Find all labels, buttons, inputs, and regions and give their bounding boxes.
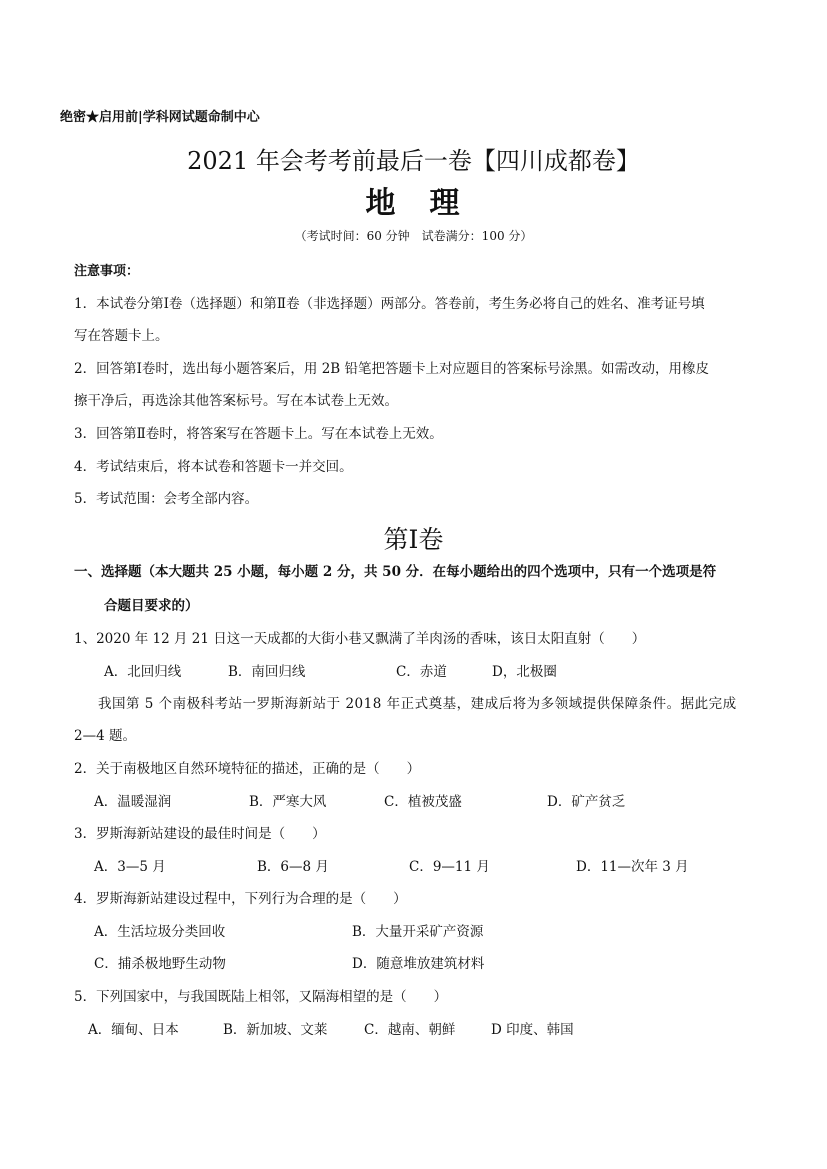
- question-stem: 5．下列国家中，与我国既陆上相邻，又隔海相望的是（ ）: [74, 989, 448, 1005]
- question-stem: 4．罗斯海新站建设过程中，下列行为合理的是（ ）: [74, 891, 407, 907]
- option: A．温暖湿润: [94, 794, 172, 810]
- notice-item: 1．本试卷分第Ⅰ卷（选择题）和第Ⅱ卷（非选择题）两部分。答卷前，考生务必将自己的姓名、准考证号填: [74, 296, 705, 312]
- option: C．越南、朝鲜: [364, 1022, 456, 1038]
- option: B．南回归线: [228, 664, 306, 680]
- passage-intro-cont: 2—4 题。: [74, 728, 136, 744]
- question-stem: 1、2020 年 12 月 21 日这一天成都的大街小巷又飘满了羊肉汤的香味，该日太阳直射（ ）: [74, 631, 646, 647]
- option: D．随意堆放建筑材料: [352, 956, 485, 972]
- option: B．大量开采矿产资源: [352, 924, 484, 940]
- notice-item: 4．考试结束后，将本试卷和答题卡一并交回。: [74, 459, 353, 475]
- exam-title: 2021 年会考考前最后一卷【四川成都卷】: [187, 147, 640, 175]
- option: A．3—5 月: [94, 859, 166, 875]
- option: A．生活垃圾分类回收: [94, 924, 226, 940]
- option: A．缅甸、日本: [88, 1022, 179, 1038]
- option: C．捕杀极地野生动物: [94, 956, 226, 972]
- notice-item: 擦干净后，再选涂其他答案标号。写在本试卷上无效。: [74, 393, 398, 409]
- volume-title: 第Ⅰ卷: [383, 525, 444, 554]
- option: A．北回归线: [104, 664, 182, 680]
- notice-item: 2．回答第Ⅰ卷时，选出每小题答案后，用 2B 铅笔把答题卡上对应题目的答案标号涂黑。如需改动，用橡皮: [74, 361, 710, 377]
- option: B．6—8 月: [257, 859, 329, 875]
- notice-item: 5．考试范围：会考全部内容。: [74, 491, 259, 507]
- passage-intro: 我国第 5 个南极科考站一罗斯海新站于 2018 年正式奠基，建成后将为多领域提供保障条件。据此完成: [98, 696, 737, 712]
- option: D，北极圈: [492, 664, 557, 680]
- notice-item: 3．回答第Ⅱ卷时，将答案写在答题卡上。写在本试卷上无效。: [74, 426, 443, 442]
- option: B．严寒大风: [249, 794, 327, 810]
- notice-heading: 注意事项：: [74, 264, 140, 279]
- option: B．新加坡、文莱: [223, 1022, 328, 1038]
- option: C．赤道: [396, 664, 447, 680]
- option: C．9—11 月: [409, 859, 490, 875]
- section-heading: 一、选择题（本大题共 25 小题，每小题 2 分，共 50 分．在每小题给出的四个选项中，只有一个选项是符: [74, 564, 717, 580]
- exam-time-info: （考试时间：60 分钟 试卷满分：100 分）: [294, 229, 533, 243]
- question-stem: 2．关于南极地区自然环境特征的描述，正确的是（ ）: [74, 761, 421, 777]
- option: D 印度、韩国: [491, 1022, 574, 1038]
- section-heading-cont: 合题目要求的）: [104, 598, 199, 614]
- subject-title: 地 理: [365, 186, 462, 221]
- confidential-note: 绝密★启用前|学科网试题命制中心: [60, 110, 260, 125]
- option: D．矿产贫乏: [547, 794, 626, 810]
- question-stem: 3．罗斯海新站建设的最佳时间是（ ）: [74, 826, 326, 842]
- option: D．11—次年 3 月: [576, 859, 689, 875]
- option: C．植被茂盛: [384, 794, 462, 810]
- notice-item: 写在答题卡上。: [74, 328, 169, 344]
